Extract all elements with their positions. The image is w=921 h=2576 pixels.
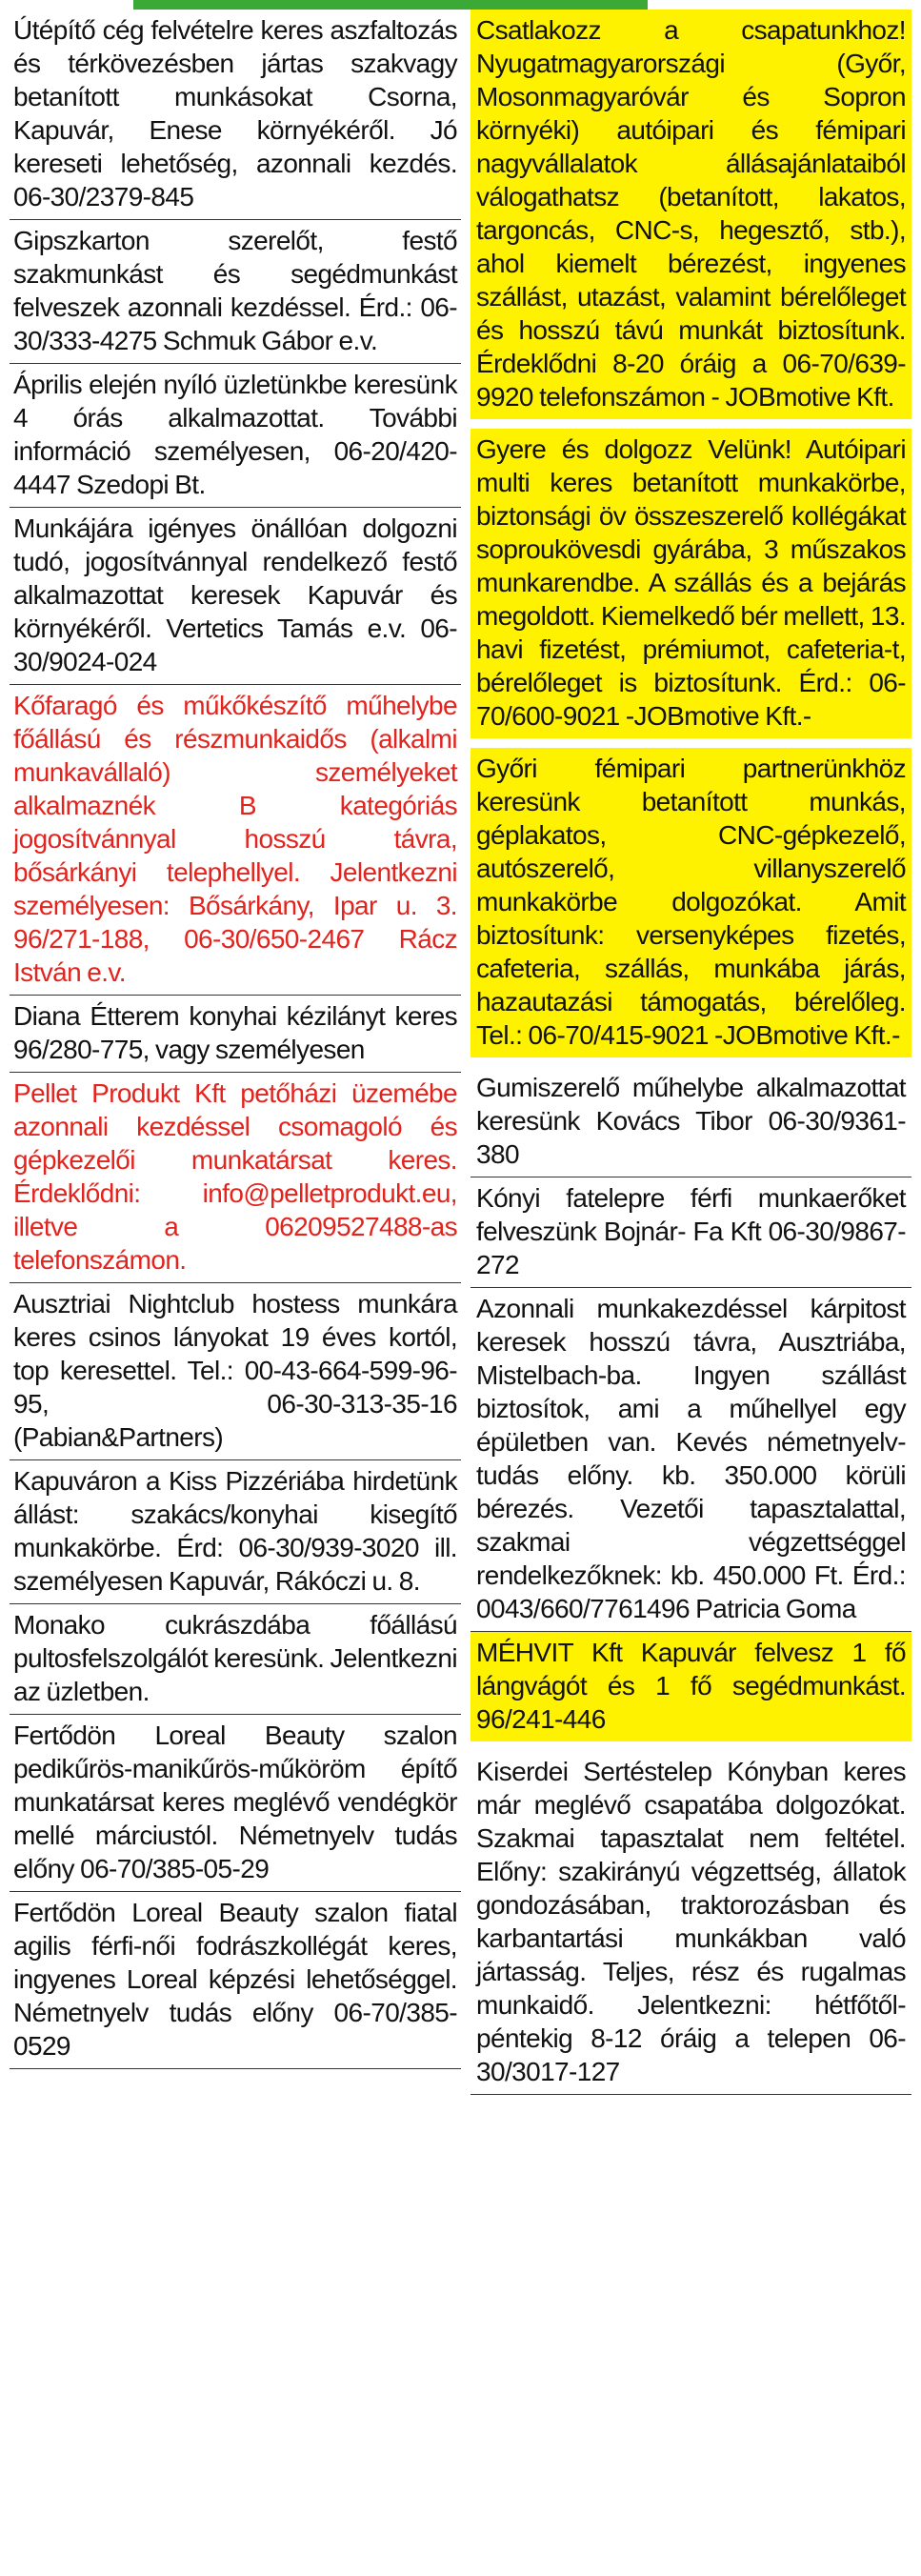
classified-ad: Fertődön Loreal Beauty szalon fiatal agilis férfi-női fodrászkollégát keres, ingyenes Loreal képzési lehetőséggel. Németnyelv tudás előny 06-70/385-0529 (10, 1892, 461, 2069)
classified-ad: Kiserdei Sertéstelep Kónyban keres már meglévő csapatába dolgozókat. Szakmai tapasztalat nem feltétel. Előny: szakirányú végzettség, állatok gondozásában, traktorozásban és karbantartási munkákban való jártasság. Teljes, rész és rugalmas munkaidő. Jelentkezni: hétfőtől-péntekig 8-12 óráig a telepen 06-30/3017-127 (471, 1751, 911, 2095)
classified-ad: Azonnali munkakezdéssel kárpitost keresek hosszú távra, Ausztriába, Mistelbach-ba. Ingyen szállást biztosítok, ami a műhellyel egy épületben van. Kevés németnyelv-tudás előny. kb. 350.000 körüli bérezés. Vezetői tapasztalattal, szakmai végzettséggel rendelkezőknek: kb. 450.000 Ft. Érd.: 0043/660/7761496 Patricia Goma (471, 1288, 911, 1632)
classified-ad: Gumiszerelő műhelybe alkalmazottat keresünk Kovács Tibor 06-30/9361-380 (471, 1067, 911, 1177)
top-accent-bar (133, 0, 648, 10)
left-column (10, 10, 461, 2576)
classified-ad: Útépítő cég felvételre keres aszfaltozás és térkövezésben jártas szakvagy betanított munkásokat Csorna, Kapuvár, Enese környékéről. Jó kereseti lehetőség, azonnali kezdés. 06-30/2379-845 (10, 10, 461, 220)
classified-ad: Kónyi fatelepre férfi munkaerőket felveszünk Bojnár- Fa Kft 06-30/9867-272 (471, 1177, 911, 1288)
classified-ad-highlighted: Gyere és dolgozz Velünk! Autóipari multi keres betanított munkakörbe, biztonsági öv összeszerelő kollégákat soproukövesdi gyárába, 3 műszakos munkarendbe. A szállás és a bejárás megoldott. Kiemelkedő bér mellett, 13. havi fizetést, prémiumot, cafeteria-t, bérelőleget is biztosítunk. Érd.: 06-70/600-9021 -JOBmotive Kft.- (471, 429, 911, 738)
classified-ad: Diana Étterem konyhai kézilányt keres 96/280-775, vagy személyesen (10, 996, 461, 1073)
classified-ad-highlighted: Csatlakozz a csapatunkhoz! Nyugatmagyarországi (Győr, Mosonmagyaróvár és Sopron környéki) autóipari és fémipari nagyvállalatok állásajánlataiból válogathatsz (betanított, lakatos, targoncás, CNC-s, hegesztő, stb.), ahol kiemelt bérezést, ingyenes szállást, utazást, valamint bérelőleget és hosszú távú munkát biztosítunk. Érdeklődni 8-20 óráig a 06-70/639-9920 telefonszámon - JOBmotive Kft. (471, 10, 911, 419)
classified-ad-red: Pellet Produkt Kft petőházi üzemébe azonnali kezdéssel csomagoló és gépkezelői munkatársat keres. Érdeklődni: info@pelletprodukt.eu, illetve a 06209527488-as telefonszámon. (10, 1073, 461, 1283)
classified-ad-red: Kőfaragó és műkőkészítő műhelybe főállású és részmunkaidős (alkalmi munkavállaló) személyeket alkalmaznék B kategóriás jogosítvánnyal hosszú távra, bősárkányi telephellyel. Jelentkezni személyesen: Bősárkány, Ipar u. 3. 96/271-188, 06-30/650-2467 Rácz István e.v. (10, 685, 461, 996)
right-column (471, 10, 911, 2576)
classified-ad: Kapuváron a Kiss Pizzériába hirdetünk állást: szakács/konyhai kisegítő munkakörbe. Érd: 06-30/939-3020 ill. személyesen Kapuvár, Rákóczi u. 8. (10, 1460, 461, 1604)
classified-ad: Gipszkarton szerelőt, festő szakmunkást és segédmunkást felveszek azonnali kezdéssel. Érd.: 06-30/333-4275 Schmuk Gábor e.v. (10, 220, 461, 364)
classified-ad: Fertődön Loreal Beauty szalon pedikűrös-manikűrös-műköröm építő munkatársat keres meglévő vendégkör mellé márciustól. Németnyelv tudás előny 06-70/385-05-29 (10, 1715, 461, 1892)
classified-ad-highlighted: MÉHVIT Kft Kapuvár felvesz 1 fő lángvágót és 1 fő segédmunkást. 96/241-446 (471, 1632, 911, 1741)
classified-ad: Ausztriai Nightclub hostess munkára keres csinos lányokat 19 éves kortól, top keresettel. Tel.: 00-43-664-599-96-95, 06-30-313-35-16 (Pabian&Partners) (10, 1283, 461, 1460)
classified-ad: Munkájára igényes önállóan dolgozni tudó, jogosítvánnyal rendelkező festő alkalmazottat keresek Kapuvár és környékéről. Vertetics Tamás e.v. 06-30/9024-024 (10, 508, 461, 685)
classified-ad: Április elején nyíló üzletünkbe keresünk 4 órás alkalmazottat. További információ személyesen, 06-20/420-4447 Szedopi Bt. (10, 364, 461, 508)
classified-ad-highlighted: Győri fémipari partnerünkhöz keresünk betanított munkás, géplakatos, CNC-gépkezelő, autószerelő, villanyszerelő munkakörbe dolgozókat. Amit biztosítunk: versenyképes fizetés, cafeteria, szállás, munkába járás, hazautazási támogatás, bérelőleg. Tel.: 06-70/415-9021 -JOBmotive Kft.- (471, 748, 911, 1057)
classified-ad: Monako cukrászdába főállású pultosfelszolgálót keresünk. Jelentkezni az üzletben. (10, 1604, 461, 1715)
